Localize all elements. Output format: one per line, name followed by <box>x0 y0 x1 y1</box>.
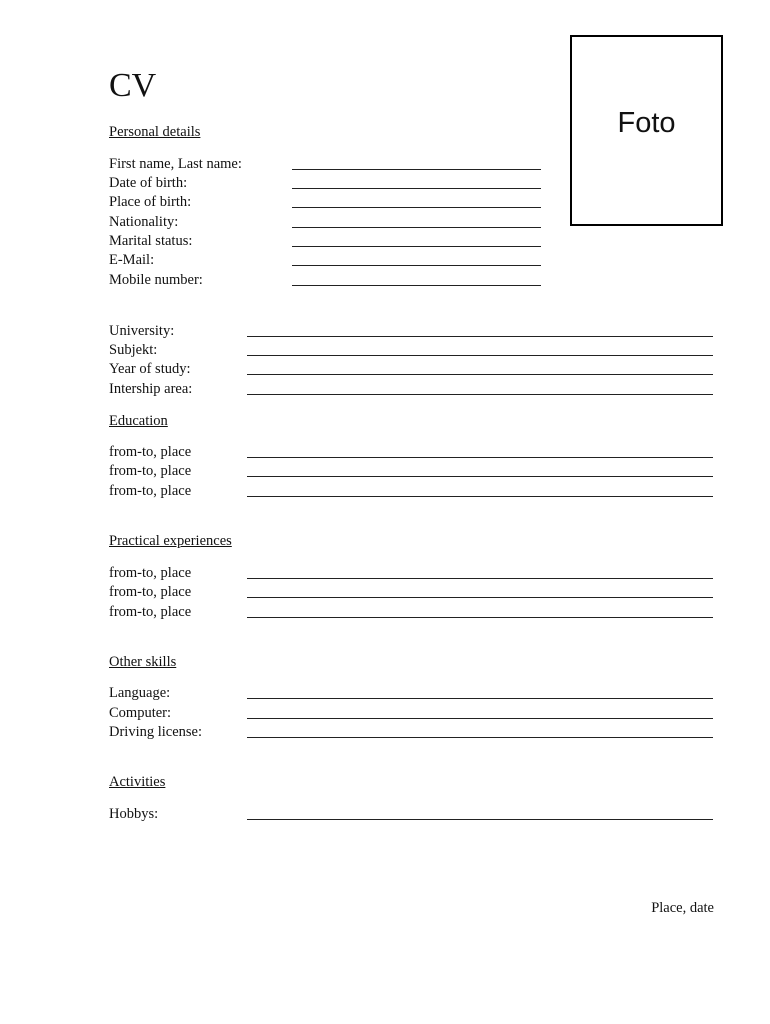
input-line[interactable] <box>247 476 713 477</box>
field-row <box>109 805 719 824</box>
field-label: Place of birth: <box>109 194 192 210</box>
field-label: Subjekt: <box>109 342 158 358</box>
field-row <box>109 271 719 290</box>
field-label: from-to, place <box>109 584 192 600</box>
field-label: from-to, place <box>109 604 192 620</box>
field-row <box>109 462 719 481</box>
input-line[interactable] <box>247 355 713 356</box>
input-line[interactable] <box>292 285 541 286</box>
field-row <box>109 704 719 723</box>
field-row <box>109 380 719 399</box>
field-label: from-to, place <box>109 483 192 499</box>
field-label: Hobbys: <box>109 806 159 822</box>
section-heading-personal: Personal details <box>109 124 201 140</box>
field-row <box>109 155 719 174</box>
section-heading-education: Education <box>109 413 168 429</box>
input-line[interactable] <box>247 617 713 618</box>
field-row <box>109 174 719 193</box>
input-line[interactable] <box>247 737 713 738</box>
input-line[interactable] <box>247 718 713 719</box>
field-label: Nationality: <box>109 214 179 230</box>
field-label: Driving license: <box>109 724 203 740</box>
input-line[interactable] <box>292 265 541 266</box>
photo-label: Foto <box>617 107 676 139</box>
field-label: Language: <box>109 685 171 701</box>
input-line[interactable] <box>247 457 713 458</box>
input-line[interactable] <box>292 207 541 208</box>
field-row <box>109 251 719 270</box>
input-line[interactable] <box>247 819 713 820</box>
field-row <box>109 684 719 703</box>
field-row <box>109 341 719 360</box>
field-row <box>109 193 719 212</box>
field-label: Intership area: <box>109 381 193 397</box>
place-date-label: Place, date <box>651 900 714 916</box>
field-row <box>109 213 719 232</box>
field-row <box>109 583 719 602</box>
field-label: Date of birth: <box>109 175 188 191</box>
input-line[interactable] <box>292 188 541 189</box>
field-label: University: <box>109 323 175 339</box>
field-label: First name, Last name: <box>109 156 242 172</box>
field-label: from-to, place <box>109 463 192 479</box>
field-row <box>109 482 719 501</box>
field-row <box>109 603 719 622</box>
field-row <box>109 322 719 341</box>
document-title: CV <box>109 67 157 104</box>
field-label: Computer: <box>109 705 172 721</box>
field-row <box>109 723 719 742</box>
input-line[interactable] <box>247 698 713 699</box>
input-line[interactable] <box>247 578 713 579</box>
input-line[interactable] <box>247 597 713 598</box>
input-line[interactable] <box>247 336 713 337</box>
input-line[interactable] <box>247 496 713 497</box>
field-row <box>109 564 719 583</box>
field-row <box>109 360 719 379</box>
input-line[interactable] <box>292 227 541 228</box>
field-label: Mobile number: <box>109 272 203 288</box>
input-line[interactable] <box>247 394 713 395</box>
field-label: from-to, place <box>109 444 192 460</box>
input-line[interactable] <box>292 246 541 247</box>
section-heading-skills: Other skills <box>109 654 177 670</box>
field-label: from-to, place <box>109 565 192 581</box>
field-label: E-Mail: <box>109 252 155 268</box>
section-heading-activities: Activities <box>109 774 166 790</box>
field-label: Marital status: <box>109 233 193 249</box>
input-line[interactable] <box>247 374 713 375</box>
field-label: Year of study: <box>109 361 191 377</box>
input-line[interactable] <box>292 169 541 170</box>
field-row <box>109 232 719 251</box>
section-heading-practical: Practical experiences <box>109 533 232 549</box>
field-row <box>109 443 719 462</box>
